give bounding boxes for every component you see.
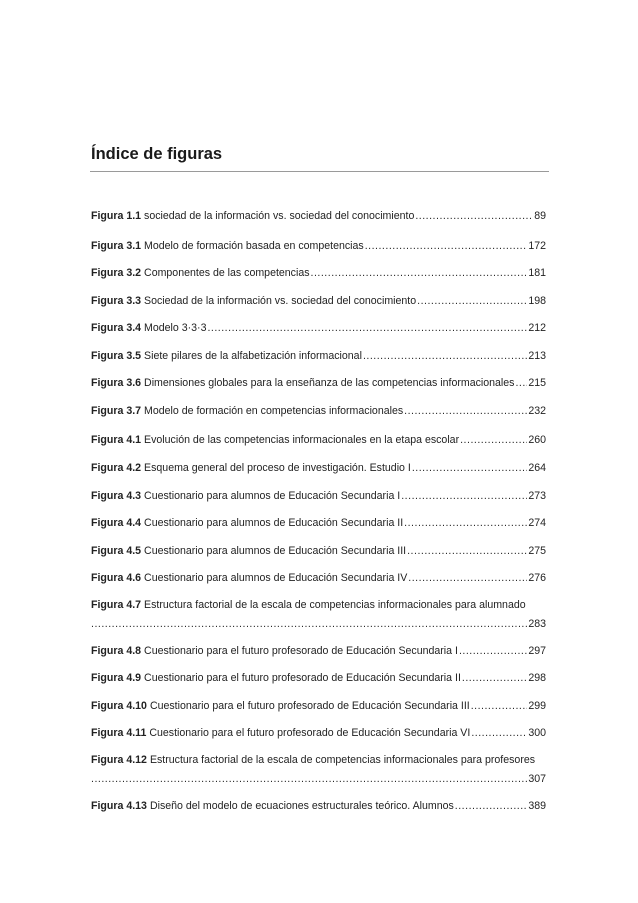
page-number: 299 <box>528 700 546 712</box>
dot-leader <box>207 322 527 335</box>
figure-label: Figura 4.10 <box>91 700 147 712</box>
list-item[interactable] <box>91 210 546 223</box>
list-item[interactable] <box>91 462 546 475</box>
figure-caption: Diseño del modelo de ecuaciones estructurales teórico. Alumnos <box>149 800 454 812</box>
figure-caption: Esquema general del proceso de investigación. Estudio I <box>144 462 411 474</box>
figure-caption: Cuestionario para alumnos de Educación Secundaria IV <box>144 572 408 584</box>
dot-leader <box>460 434 527 447</box>
dot-leader <box>471 727 527 740</box>
dot-leader <box>404 517 527 530</box>
list-item[interactable] <box>91 434 546 447</box>
list-item[interactable] <box>91 572 546 585</box>
dot-leader <box>515 377 527 390</box>
figure-label: Figura 3.5 <box>91 350 142 362</box>
figure-label: Figura 4.12 <box>91 754 147 766</box>
page-number: 297 <box>528 645 546 657</box>
figure-caption: Componentes de las competencias <box>144 267 310 279</box>
figure-label: Figura 3.3 <box>91 295 142 307</box>
figure-label: Figura 4.2 <box>91 462 142 474</box>
figure-label: Figura 3.7 <box>91 405 142 417</box>
figure-label: Figura 3.1 <box>91 240 142 252</box>
dot-leader <box>365 240 528 253</box>
page-number: 307 <box>528 773 546 785</box>
figure-label: Figura 4.13 <box>91 800 147 812</box>
figure-caption: Cuestionario para alumnos de Educación Secundaria I <box>144 490 401 502</box>
dot-leader <box>462 672 527 685</box>
dot-leader <box>404 405 527 418</box>
list-item[interactable] <box>91 599 546 631</box>
page-number: 264 <box>528 462 546 474</box>
list-item[interactable] <box>91 405 546 418</box>
page-number: 212 <box>528 322 546 334</box>
dot-leader <box>459 645 527 658</box>
dot-leader <box>91 773 527 786</box>
page-number: 389 <box>528 800 546 812</box>
figure-caption: Cuestionario para el futuro profesorado de Educación Secundaria II <box>144 672 461 684</box>
figure-label: Figura 1.1 <box>91 210 142 222</box>
dot-leader <box>471 700 528 713</box>
list-item[interactable] <box>91 295 546 308</box>
dot-leader <box>363 350 527 363</box>
figure-caption: Estructura factorial de la escala de competencias informacionales para alumnado <box>144 599 526 611</box>
figure-label: Figura 3.6 <box>91 377 142 389</box>
page-number: 275 <box>528 545 546 557</box>
figure-label: Figura 4.4 <box>91 517 142 529</box>
figure-label: Figura 4.7 <box>91 599 142 611</box>
list-item[interactable] <box>91 700 546 713</box>
page-number: 273 <box>528 490 546 502</box>
page-number: 232 <box>528 405 546 417</box>
figure-label: Figura 4.3 <box>91 490 142 502</box>
list-item[interactable] <box>91 754 546 786</box>
page-number: 298 <box>528 672 546 684</box>
figure-label: Figura 4.9 <box>91 672 142 684</box>
list-item[interactable] <box>91 267 546 280</box>
figure-caption: Cuestionario para el futuro profesorado de Educación Secundaria VI <box>149 727 471 739</box>
figure-caption: sociedad de la información vs. sociedad del conocimiento <box>144 210 415 222</box>
figure-label: Figura 3.2 <box>91 267 142 279</box>
page-number: 260 <box>528 434 546 446</box>
page-number: 213 <box>528 350 546 362</box>
figure-caption: Cuestionario para el futuro profesorado de Educación Secundaria III <box>149 700 470 712</box>
page-number: 300 <box>528 727 546 739</box>
figure-caption: Modelo de formación basada en competencias <box>144 240 364 252</box>
figure-label: Figura 4.8 <box>91 645 142 657</box>
dot-leader <box>412 462 527 475</box>
page-number: 181 <box>528 267 546 279</box>
dot-leader <box>455 800 528 813</box>
figure-label: Figura 4.1 <box>91 434 142 446</box>
figure-caption: Modelo 3·3·3 <box>144 322 207 334</box>
dot-leader <box>415 210 533 223</box>
list-item[interactable] <box>91 350 546 363</box>
dot-leader <box>311 267 528 280</box>
list-item[interactable] <box>91 545 546 558</box>
dot-leader <box>401 490 527 503</box>
list-item[interactable] <box>91 727 546 740</box>
dot-leader <box>408 572 527 585</box>
figure-label: Figura 4.6 <box>91 572 142 584</box>
page-number: 276 <box>528 572 546 584</box>
figure-caption: Dimensiones globales para la enseñanza de las competencias informacionales <box>144 377 515 389</box>
page-number: 198 <box>528 295 546 307</box>
page-number: 215 <box>528 377 546 389</box>
list-item[interactable] <box>91 490 546 503</box>
figure-caption: Sociedad de la información vs. sociedad del conocimiento <box>144 295 417 307</box>
figure-label: Figura 4.5 <box>91 545 142 557</box>
page-number: 89 <box>534 210 546 222</box>
list-item[interactable] <box>91 517 546 530</box>
page-number: 274 <box>528 517 546 529</box>
figure-label: Figura 4.11 <box>91 727 147 739</box>
figure-caption: Estructura factorial de la escala de competencias informacionales para profesores <box>149 754 536 766</box>
dot-leader <box>407 545 527 558</box>
list-item[interactable] <box>91 240 546 253</box>
title-divider <box>90 171 549 172</box>
figure-caption: Cuestionario para alumnos de Educación Secundaria II <box>144 517 404 529</box>
list-item[interactable] <box>91 322 546 335</box>
page-number: 283 <box>528 618 546 630</box>
figure-label: Figura 3.4 <box>91 322 142 334</box>
figure-caption: Evolución de las competencias informacionales en la etapa escolar <box>144 434 460 446</box>
dot-leader <box>417 295 527 308</box>
list-item[interactable] <box>91 800 546 813</box>
list-item[interactable] <box>91 377 546 390</box>
figure-caption: Modelo de formación en competencias informacionales <box>144 405 404 417</box>
dot-leader <box>91 618 527 631</box>
list-item[interactable] <box>91 672 546 685</box>
list-item[interactable] <box>91 645 546 658</box>
figure-caption: Cuestionario para alumnos de Educación Secundaria III <box>144 545 407 557</box>
page-title: Índice de figuras <box>91 145 223 163</box>
figure-caption: Siete pilares de la alfabetización informacional <box>144 350 362 362</box>
figure-caption: Cuestionario para el futuro profesorado de Educación Secundaria I <box>144 645 458 657</box>
page-number: 172 <box>528 240 546 252</box>
